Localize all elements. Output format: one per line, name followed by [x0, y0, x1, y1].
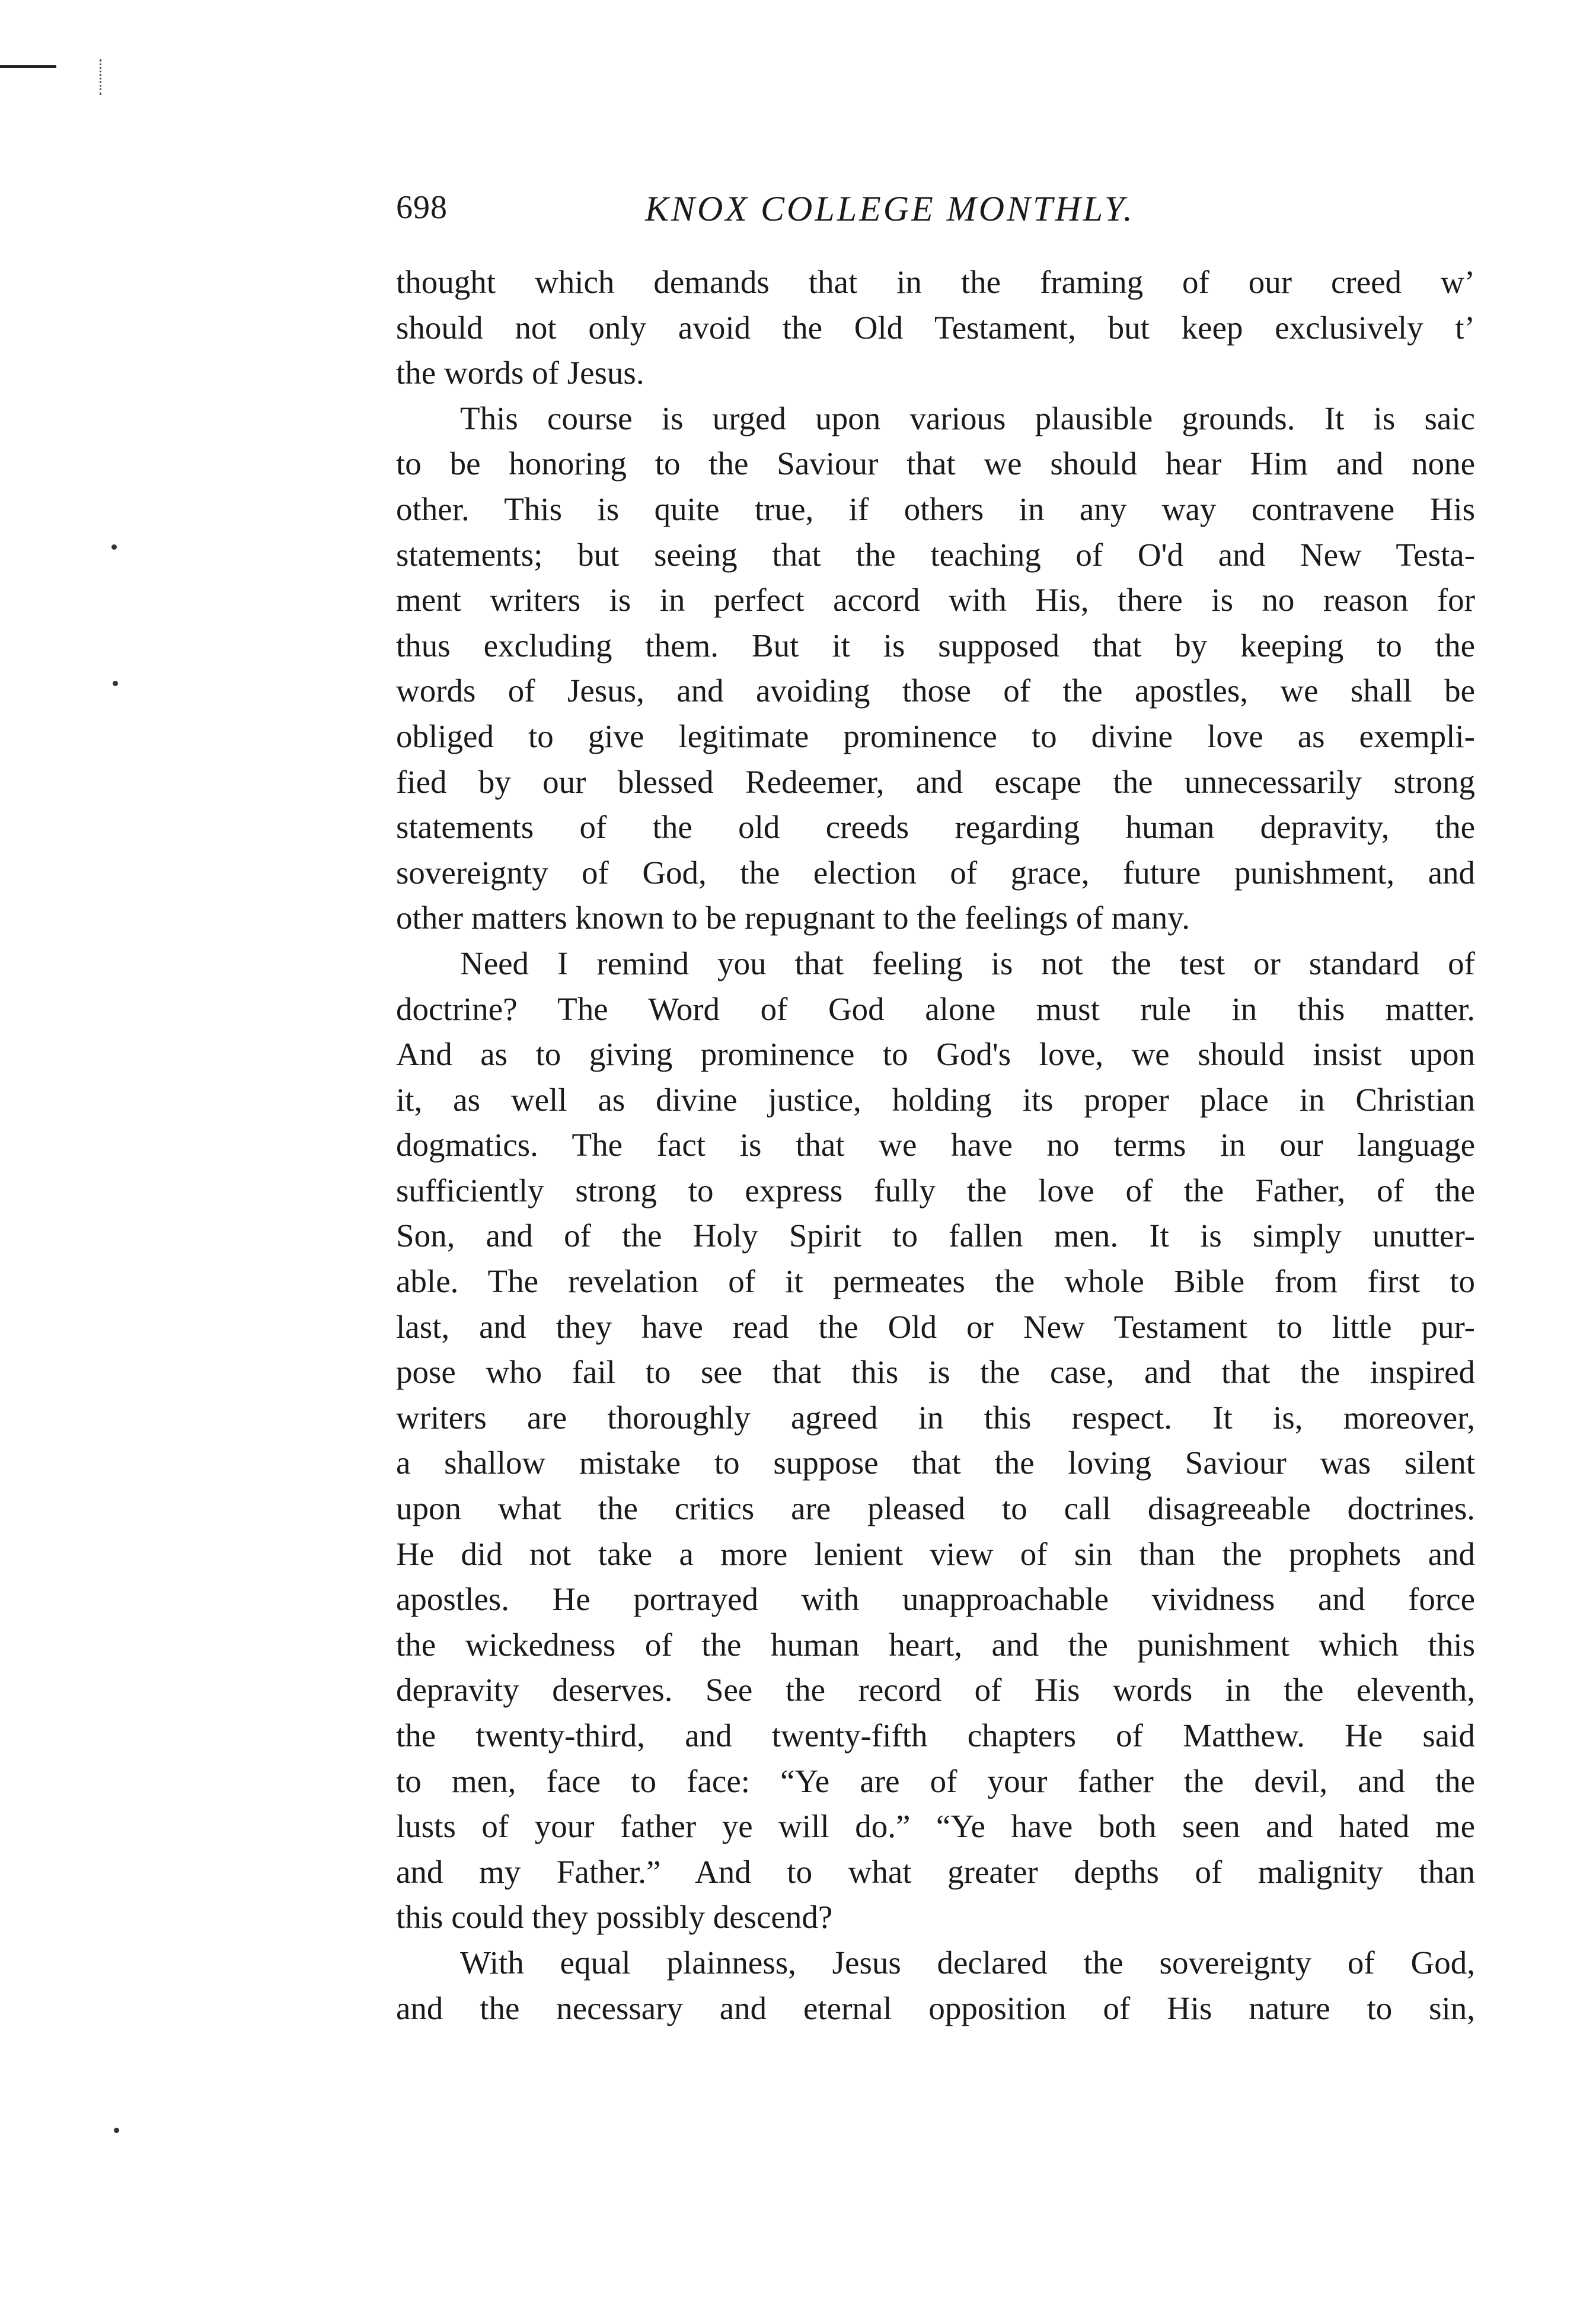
text-line: writers are thoroughly agreed in this respect. It is, moreover,	[396, 1399, 1475, 1436]
text-line: the words of Jesus.	[396, 355, 644, 391]
body-text	[396, 260, 1475, 2031]
text-line: thought which demands that in the framing of our creed w’	[396, 264, 1475, 300]
text-line: lusts of your father ye will do.” “Ye have both seen and hated me	[396, 1808, 1475, 1845]
text-line: the wickedness of the human heart, and the punishment which this	[396, 1626, 1475, 1663]
text-line: and my Father.” And to what greater depths of malignity than	[396, 1853, 1475, 1890]
text-line: last, and they have read the Old or New Testament to little pur-	[396, 1308, 1475, 1345]
text-line: sovereignty of God, the election of grace, future punishment, and	[396, 854, 1475, 891]
text-line: it, as well as divine justice, holding its proper place in Christian	[396, 1081, 1475, 1118]
text-line: thus excluding them. But it is supposed that by keeping to the	[396, 627, 1475, 664]
text-line: a shallow mistake to suppose that the loving Saviour was silent	[396, 1445, 1475, 1481]
text-line: sufficiently strong to express fully the love of the Father, of the	[396, 1172, 1475, 1209]
text-line: Need I remind you that feeling is not the test or standard of	[460, 945, 1475, 981]
text-line: And as to giving prominence to God's love, we should insist upon	[396, 1036, 1475, 1073]
margin-speck	[113, 681, 118, 686]
text-line: the twenty-third, and twenty-fifth chapters of Matthew. He said	[396, 1717, 1475, 1754]
text-line: able. The revelation of it permeates the whole Bible from first to	[396, 1263, 1475, 1300]
page-header	[396, 189, 1499, 236]
text-line: With equal plainness, Jesus declared the sovereignty of God,	[460, 1944, 1475, 1981]
scan-edge-mark	[0, 65, 56, 68]
text-line: He did not take a more lenient view of sin than the prophets and	[396, 1535, 1475, 1572]
text-line: other matters known to be repugnant to the feelings of many.	[396, 900, 1190, 936]
text-line: statements; but seeing that the teaching of O'd and New Testa-	[396, 536, 1475, 573]
page-number: 698	[396, 189, 448, 226]
running-title: KNOX COLLEGE MONTHLY.	[645, 189, 1135, 228]
text-line: doctrine? The Word of God alone must rule in this matter.	[396, 990, 1475, 1027]
text-line: ment writers is in perfect accord with His, there is no reason for	[396, 582, 1475, 619]
text-line: obliged to give legitimate prominence to divine love as exempli-	[396, 718, 1475, 754]
margin-speck	[111, 544, 117, 550]
text-line: fied by our blessed Redeemer, and escape the unnecessarily strong	[396, 763, 1475, 800]
margin-speck	[114, 2128, 119, 2133]
text-line: upon what the critics are pleased to call disagreeable doctrines.	[396, 1490, 1475, 1527]
text-line: dogmatics. The fact is that we have no terms in our language	[396, 1127, 1475, 1163]
text-line: and the necessary and eternal opposition of His nature to sin,	[396, 1990, 1475, 2026]
scan-edge-specks	[100, 59, 104, 95]
text-line: other. This is quite true, if others in any way contravene His	[396, 490, 1475, 527]
text-line: to be honoring to the Saviour that we should hear Him and none	[396, 445, 1475, 482]
text-line: apostles. He portrayed with unapproachable vividness and force	[396, 1581, 1475, 1618]
text-line: statements of the old creeds regarding human depravity, the	[396, 809, 1475, 846]
text-line: Son, and of the Holy Spirit to fallen men. It is simply unutter-	[396, 1217, 1475, 1254]
text-line: pose who fail to see that this is the case, and that the inspired	[396, 1354, 1475, 1391]
text-line: should not only avoid the Old Testament, but keep exclusively t’	[396, 309, 1475, 346]
text-line: this could they possibly descend?	[396, 1899, 833, 1936]
text-line: to men, face to face: “Ye are of your father the devil, and the	[396, 1762, 1475, 1799]
text-line: depravity deserves. See the record of His words in the eleventh,	[396, 1672, 1475, 1708]
text-line: This course is urged upon various plausible grounds. It is saic	[460, 400, 1475, 436]
text-line: words of Jesus, and avoiding those of the apostles, we shall be	[396, 672, 1475, 709]
